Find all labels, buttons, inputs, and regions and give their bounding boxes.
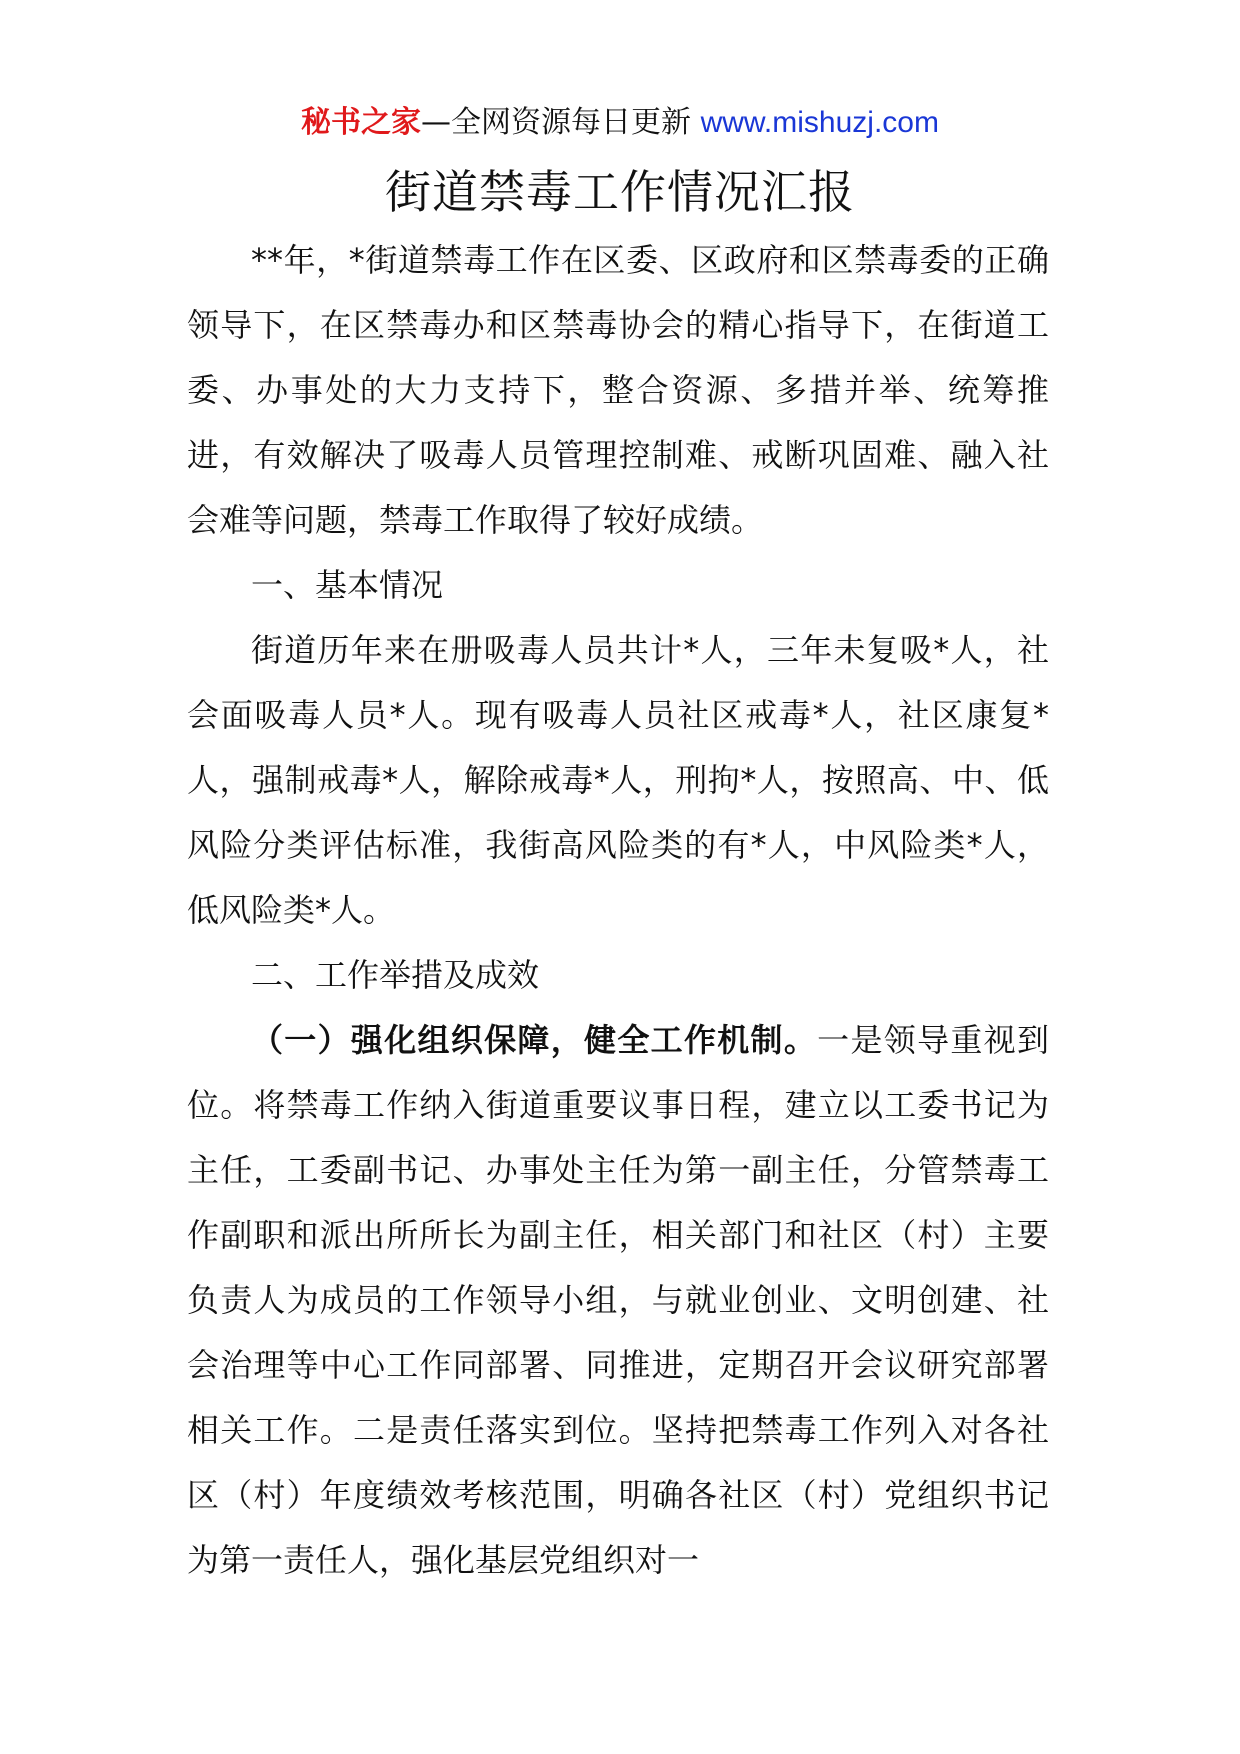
site-banner — [0, 103, 1240, 143]
section-heading-measures: 二、工作举措及成效 — [251, 956, 540, 994]
measures-paragraph — [187, 1008, 1049, 1593]
section-heading-basic: 一、基本情况 — [251, 566, 444, 604]
subsection-title: （一）强化组织保障，健全工作机制。 — [251, 1021, 818, 1059]
site-url[interactable]: www.mishuzj.com — [700, 106, 939, 139]
subsection-text: 一是领导重视到位。将禁毒工作纳入街道重要议事日程，建立以工委书记为主任，工委副书记、办事处主任为第一副主任，分管禁毒工作副职和派出所所长为副主任，相关部门和社区（村）主要负责人为成员的工作领导小组，与就业创业、文明创建、社会治理等中心工作同部署、同推进，定期召开会议研究部署相关工作。二是责任落实到位。坚持把禁毒工作列入对各社区（村）年度绩效考核范围，明确各社区（村）党组织书记为第一责任人，强化基层党组织对一 — [187, 1021, 1049, 1579]
document-body — [187, 228, 1049, 1593]
document-title: 街道禁毒工作情况汇报 — [385, 165, 855, 219]
basic-situation-paragraph: 街道历年来在册吸毒人员共计*人，三年未复吸*人，社会面吸毒人员*人。现有吸毒人员社区戒毒*人，社区康复*人，强制戒毒*人，解除戒毒*人，刑拘*人，按照高、中、低风险分类评估标准，我街高风险类的有*人，中风险类*人，低风险类*人。 — [187, 631, 1049, 929]
intro-paragraph: **年，*街道禁毒工作在区委、区政府和区禁毒委的正确领导下，在区禁毒办和区禁毒协会的精心指导下，在街道工委、办事处的大力支持下，整合资源、多措并举、统筹推进，有效解决了吸毒人员管理控制难、戒断巩固难、融入社会难等问题，禁毒工作取得了较好成绩。 — [187, 241, 1049, 539]
banner-tagline: —全网资源每日更新 — [421, 105, 692, 140]
brand-name: 秘书之家 — [301, 105, 422, 140]
